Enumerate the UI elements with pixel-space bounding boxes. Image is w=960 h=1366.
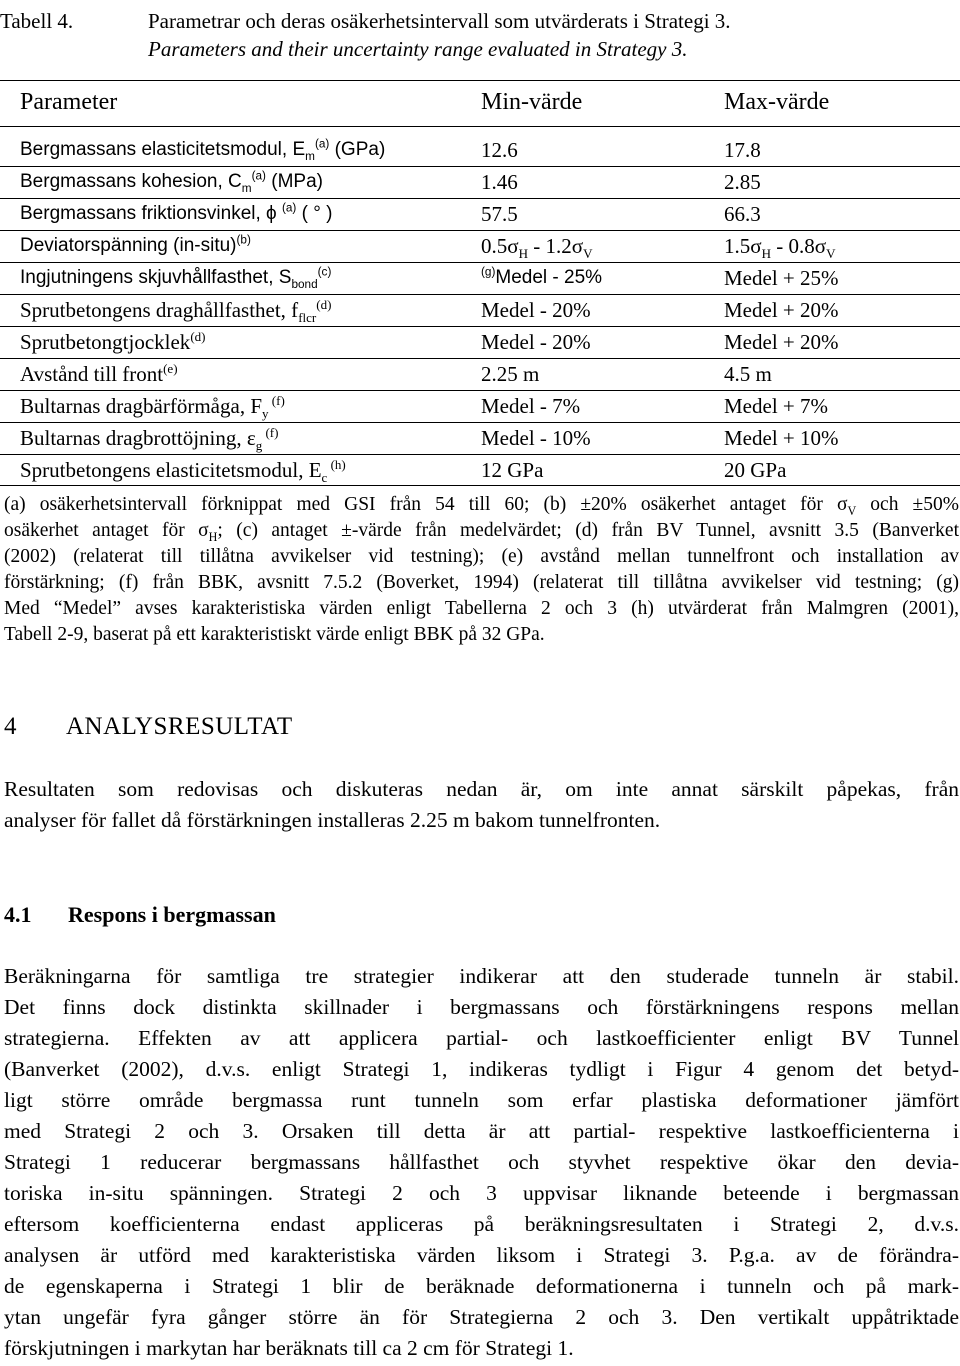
paragraph-line: ytan ungefär fyra gånger större än för Strategierna 2 och 3. Den vertikalt uppåtriktade [4,1305,959,1329]
table-row-parameter: Sprutbetongens draghållfasthet, $f_{flcr}^{(d)}$ [20,297,332,326]
paragraph-line: eftersom koefficienterna endast appliceras på beräkningsresultaten i Strategi 2, d.v.s. [4,1212,959,1236]
header-min: Min-värde [481,89,583,115]
table-row-parameter: Bergmassans kohesion, $C_m^{(a)}$ (MPa) [20,169,323,195]
table-row-min: Medel - 20% [481,330,591,354]
paragraph-line: analyser för fallet då förstärkningen installeras 2.25 m bakom tunnelfronten. [4,808,661,832]
header-rule [0,126,960,127]
table-row-parameter: Deviatorspänning (in-situ)$^{(b)}$ [20,233,251,256]
caption-label: Tabell 4. [0,9,74,33]
header-parameter: Parameter [20,89,118,115]
footnote-line: förstärkning; (f) från BBK, avsnitt 7.5.2 (Boverket, 1994) (relaterat till tillåtna avvikelser vid testning; (g) [4,572,959,593]
row-rule [0,422,960,423]
paragraph-line: analysen är utförd med karakteristiska värden liksom i Strategi 3. P.g.a. av de förändra- [4,1243,959,1267]
row-rule [0,326,960,327]
header-max: Max-värde [724,89,830,115]
table-row-parameter: Bultarnas dragbärförmåga, $F_y$ $^{(f)}$ [20,393,285,422]
section-title: Respons i bergmassan [68,902,276,927]
caption-title-swedish: Parametrar och deras osäkerhetsintervall som utvärderats i Strategi 3. [148,9,731,33]
row-rule [0,294,960,295]
table-row-min: Medel - 20% [481,298,591,322]
table-top-rule [0,80,960,81]
paragraph-line: de egenskaperna i Strategi 1 blir de beräknade deformationerna i tunneln och på mark- [4,1274,959,1298]
table-row-max: 20 GPa [724,458,787,482]
row-rule [0,198,960,199]
table-row-max: Medel + 20% [724,298,839,322]
section-heading-4-1 [4,902,276,928]
paragraph-line: toriska in-situ spänningen. Strategi 2 och 3 uppvisar liknande beteende i bergmassan [4,1181,959,1205]
row-rule [0,262,960,263]
table-footnotes [4,492,959,648]
table-row-max: Medel + 7% [724,394,828,418]
paragraph-line: strategierna. Effekten av att applicera partial- och lastkoefficienter enligt BV Tunnel [4,1026,959,1050]
table-row-max: 66.3 [724,202,761,226]
table-row-parameter: Sprutbetongtjocklek$^{(d)}$ [20,329,206,354]
paragraph-line: Strategi 1 reducerar bergmassans hållfasthet och styvhet respektive ökar den devia- [4,1150,959,1174]
paragraph-line: ligt större område bergmassa runt tunneln som erfar plastiska deformationer jämfört [4,1088,959,1112]
table-row-min: 12.6 [481,138,518,162]
footnote-line: Tabell 2-9, baserat på ett karakteristiskt värde enligt BBK på 32 GPa. [4,624,545,645]
table-row-min: $^{(g)}$Medel - 25% [481,265,603,288]
table-row-parameter: Avstånd till front$^{(e)}$ [20,361,178,386]
table-row-min: $0.5\sigma_H - 1.2\sigma_V$ [481,234,593,262]
table-row-parameter: Ingjutningens skjuvhållfasthet, $S_{bond}^{(c)}$ [20,265,332,291]
table-row-min: 12 GPa [481,458,544,482]
section-number: 4.1 [4,902,32,927]
caption-title-english: Parameters and their uncertainty range evaluated in Strategy 3. [148,37,688,61]
section-4-paragraph [4,774,959,836]
table-row-max: Medel + 10% [724,426,839,450]
table-row-min: 1.46 [481,170,518,194]
table-row-min: Medel - 7% [481,394,581,418]
section-number: 4 [4,713,17,740]
footnote-line: (2002) (relaterat till tillåtna avvikelser vid testning); (e) avstånd mellan tunnelfront och installation av [4,546,959,567]
row-rule [0,230,960,231]
row-rule [0,454,960,455]
footnote-line: Med “Medel” avses karakteristiska värden enligt Tabellerna 2 och 3 (h) utvärderat från Malmgren (2001), [4,598,959,619]
paragraph-line: Det finns dock distinkta skillnader i bergmassans och förstärkningens respons mellan [4,995,959,1019]
table-row-max: Medel + 25% [724,266,839,290]
footnote-line: osäkerhet antaget för $\sigma_H$; (c) antaget ±-värde från medelvärdet; (d) från BV Tunnel, avsnitt 3.5 (Banverket [4,520,959,544]
table-row-max: 4.5 m [724,362,772,386]
footnote-line: (a) osäkerhetsintervall förknippat med GSI från 54 till 60; (b) ±20% osäkerhet antaget för $\sigma_V$ och ±50% [4,494,959,518]
table-row-max: 2.85 [724,170,761,194]
section-title: ANALYSRESULTAT [66,713,293,740]
paragraph-line: Beräkningarna för samtliga tre strategier indikerar att den studerade tunneln är stabil. [4,964,959,988]
table-row-parameter: Bergmassans elasticitetsmodul, $E_m^{(a)}$ (GPa) [20,137,386,163]
table-row-max: 17.8 [724,138,761,162]
section-4-1-paragraph [4,961,959,1364]
paragraph-line: förskjutningen i markytan har beräknats till ca 2 cm för Strategi 1. [4,1336,574,1360]
table-row-min: 57.5 [481,202,518,226]
paragraph-line: med Strategi 2 och 3. Orsaken till detta är att partial- respektive lastkoefficienterna i [4,1119,959,1143]
paragraph-line: Resultaten som redovisas och diskuteras nedan är, om inte annat särskilt påpekas, från [4,777,959,801]
row-rule [0,390,960,391]
table-row-max: $1.5\sigma_H - 0.8\sigma_V$ [724,234,836,262]
table-row-parameter: Bergmassans friktionsvinkel, ϕ $^{(a)}$ ( ° ) [20,201,333,224]
section-heading-4 [4,713,293,741]
row-rule [0,358,960,359]
table-row-parameter: Sprutbetongens elasticitetsmodul, $E_c$ $^{(h)}$ [20,457,346,486]
paragraph-line: (Banverket (2002), d.v.s. enligt Strategi 1, indikeras tydligt i Figur 4 genom det betyd- [4,1057,959,1081]
table-row-max: Medel + 20% [724,330,839,354]
table-row-min: Medel - 10% [481,426,591,450]
table-row-min: 2.25 m [481,362,540,386]
table-row-parameter: Bultarnas dragbrottöjning, $\varepsilon_g$ $^{(f)}$ [20,425,279,454]
row-rule [0,166,960,167]
table-bottom-rule [0,485,960,486]
